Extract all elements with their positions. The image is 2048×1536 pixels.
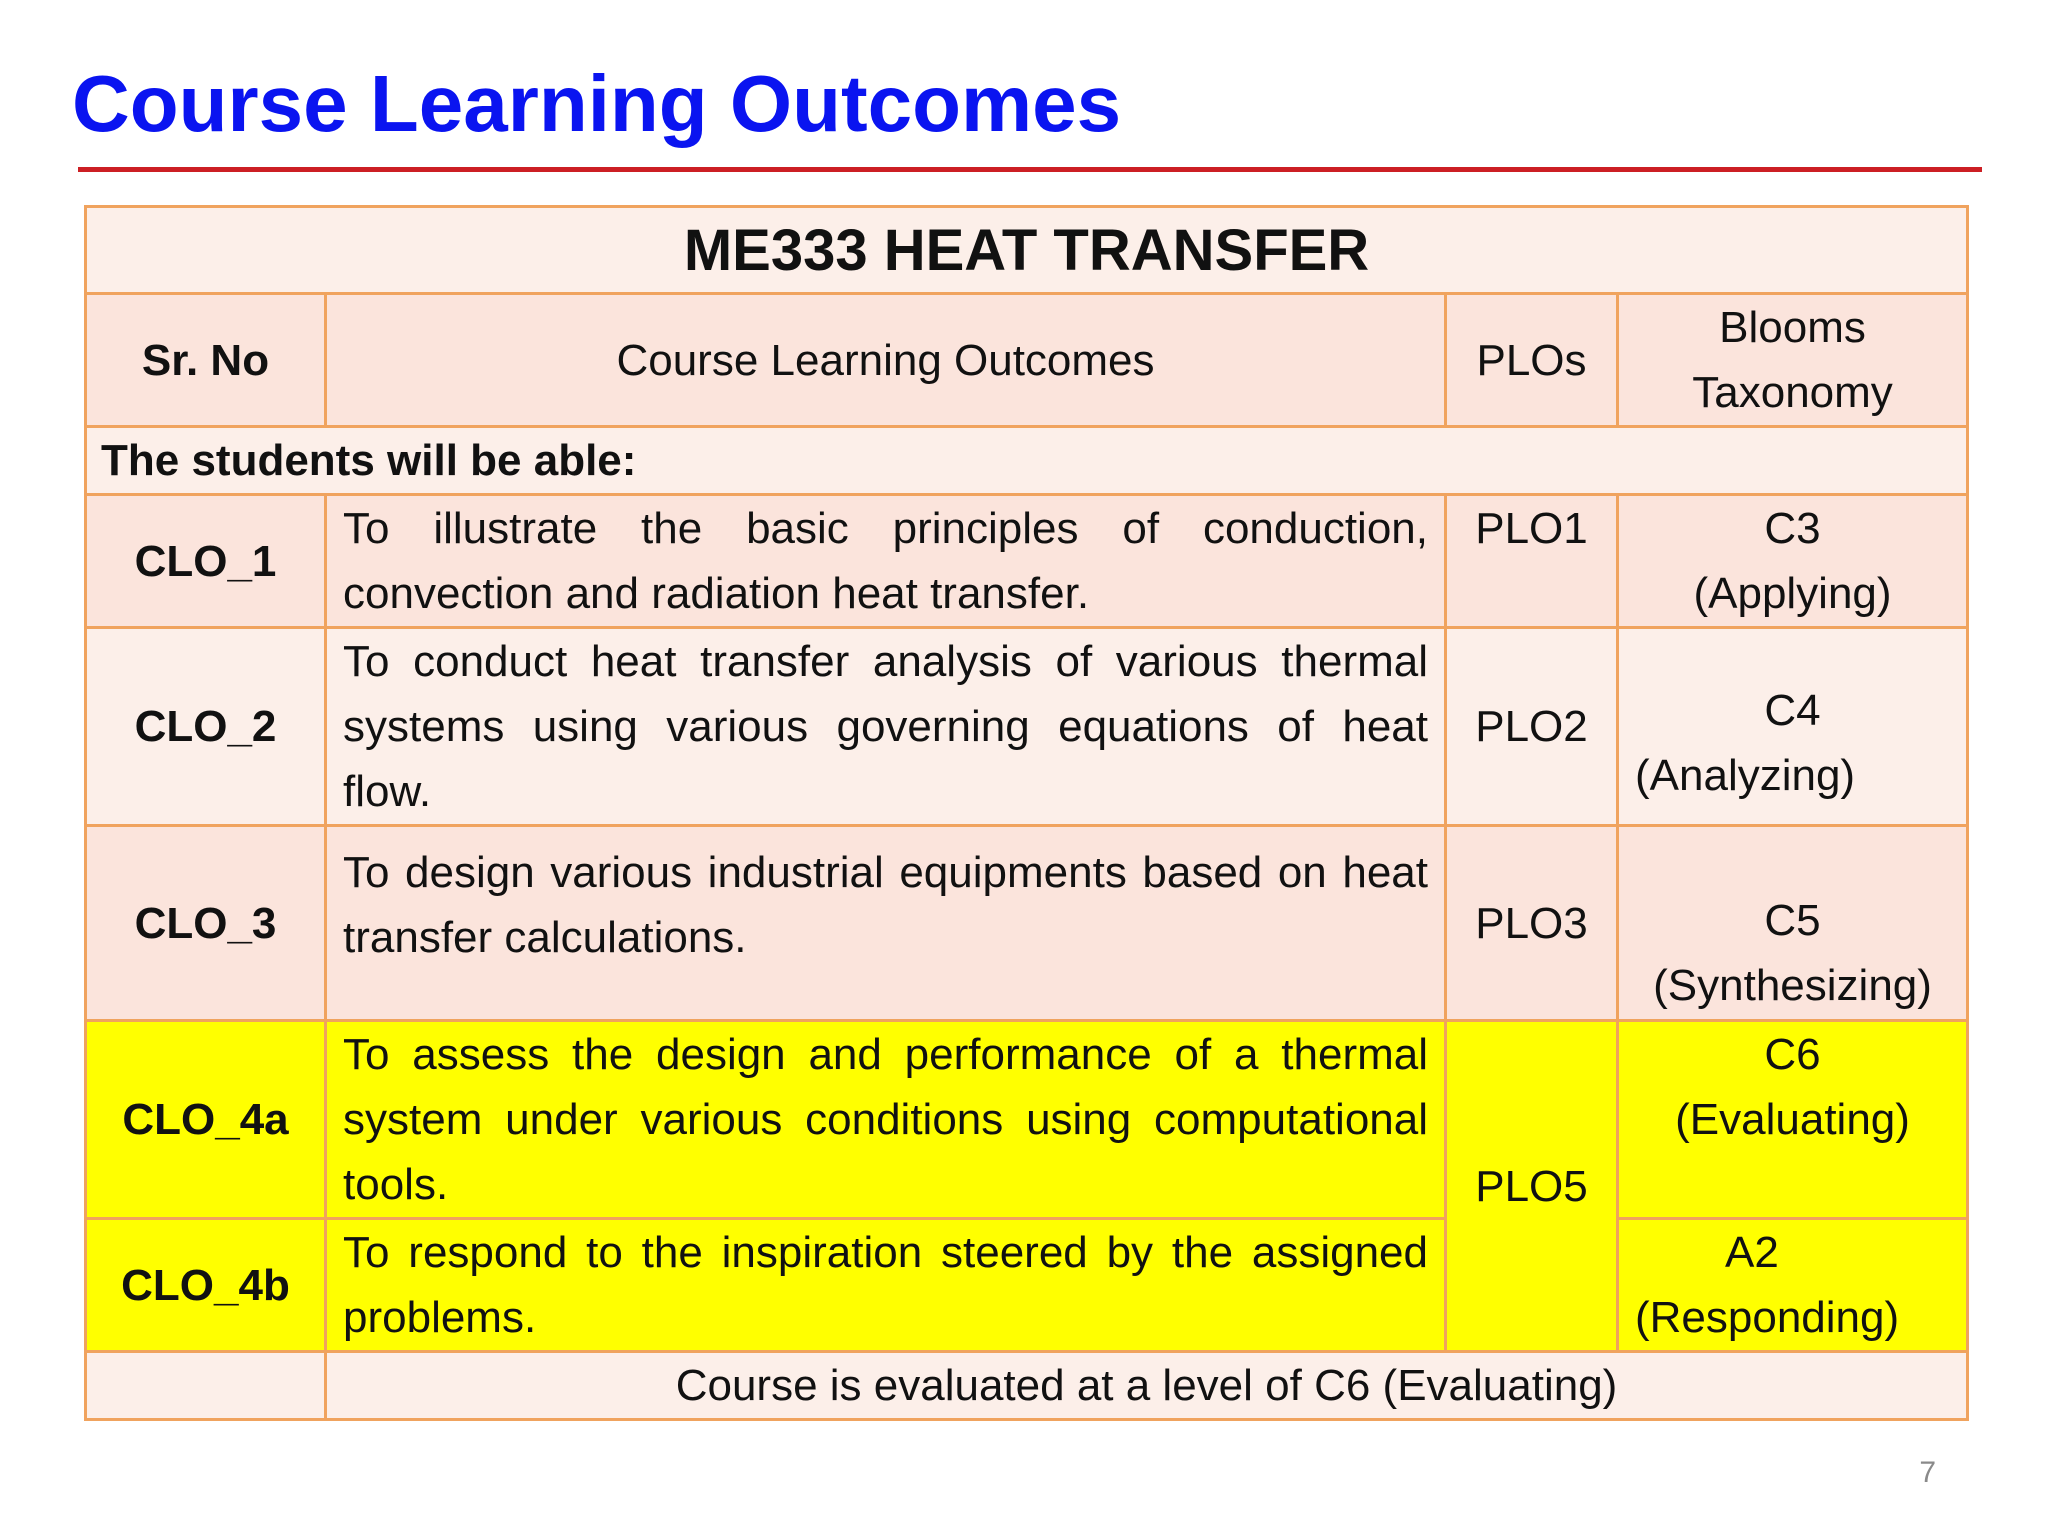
table-row	[86, 1219, 1968, 1352]
clo-blooms	[1618, 826, 1968, 1021]
clo-outcome: To assess the design and performance of a thermal system under various conditions using computational tools.	[326, 1021, 1446, 1219]
course-title-row	[86, 207, 1968, 294]
blooms-level: C4	[1764, 685, 1821, 735]
header-outcomes: Course Learning Outcomes	[326, 294, 1446, 427]
blooms-level: C5	[1764, 896, 1821, 945]
clo-id: CLO_1	[86, 495, 326, 628]
intro-row	[86, 427, 1968, 495]
header-plos: PLOs	[1446, 294, 1618, 427]
blooms-level: C3	[1764, 504, 1821, 553]
blooms-level: C6	[1764, 1030, 1821, 1079]
clo-plo: PLO1	[1446, 495, 1618, 628]
table-row	[86, 826, 1968, 1021]
course-level-note: Course is evaluated at a level of C6 (Evaluating)	[326, 1352, 1968, 1420]
title-divider	[78, 167, 1982, 172]
clo-plo: PLO3	[1446, 826, 1618, 1021]
course-title: ME333 HEAT TRANSFER	[86, 207, 1968, 294]
clo-blooms	[1618, 1219, 1968, 1352]
blooms-level-name: (Analyzing)	[1635, 750, 1856, 800]
clo-id: CLO_3	[86, 826, 326, 1021]
table-row	[86, 1021, 1968, 1219]
clo-outcome: To design various industrial equipments based on heat transfer calculations.	[326, 826, 1446, 1021]
blooms-level-name: (Evaluating)	[1675, 1095, 1910, 1144]
header-sr-no: Sr. No	[86, 294, 326, 427]
footer-empty-cell	[86, 1352, 326, 1420]
blooms-level: A2	[1725, 1228, 1779, 1277]
footer-row	[86, 1352, 1968, 1420]
clo-id: CLO_4a	[86, 1021, 326, 1219]
blooms-level-name: (Synthesizing)	[1653, 961, 1932, 1010]
clo-id: CLO_4b	[86, 1219, 326, 1352]
header-blooms	[1618, 294, 1968, 427]
clo-blooms	[1618, 1021, 1968, 1219]
slide-title: Course Learning Outcomes	[72, 59, 1122, 148]
page-number: 7	[1919, 1456, 1936, 1489]
clo-plo: PLO2	[1446, 628, 1618, 826]
table-row	[86, 495, 1968, 628]
clo-blooms	[1618, 495, 1968, 628]
clo-outcome: To respond to the inspiration steered by the assigned problems.	[326, 1219, 1446, 1352]
header-row	[86, 294, 1968, 427]
blooms-level-name: (Responding)	[1635, 1293, 1900, 1342]
clo-outcome: To conduct heat transfer analysis of various thermal systems using various governing equations of heat flow.	[326, 628, 1446, 826]
header-blooms-line2: Taxonomy	[1692, 368, 1893, 417]
intro-text: The students will be able:	[86, 427, 1968, 495]
clo-id: CLO_2	[86, 628, 326, 826]
clo-table	[84, 205, 1969, 1421]
table-row	[86, 628, 1968, 826]
clo-blooms	[1618, 628, 1968, 826]
clo-outcome: To illustrate the basic principles of conduction, convection and radiation heat transfer.	[326, 495, 1446, 628]
blooms-level-name: (Applying)	[1693, 569, 1892, 618]
clo-plo-merged: PLO5	[1446, 1021, 1618, 1352]
header-blooms-line1: Blooms	[1719, 303, 1866, 352]
